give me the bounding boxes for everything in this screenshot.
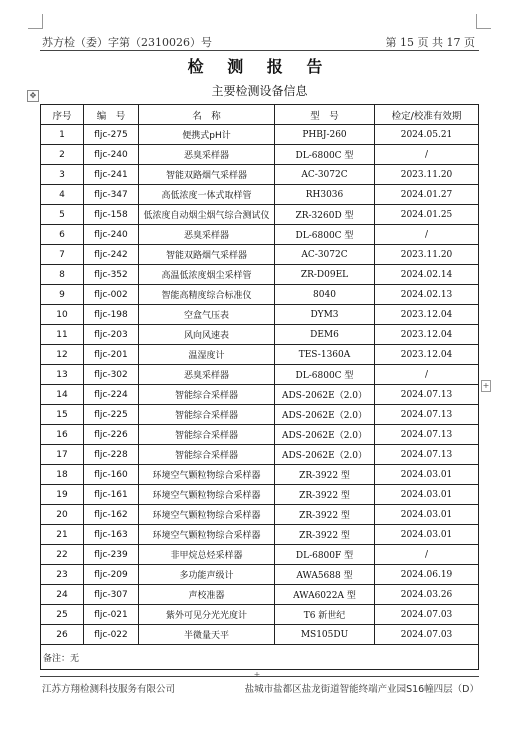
cell-validity: / bbox=[375, 545, 479, 565]
cell-code: fljc-163 bbox=[84, 525, 139, 545]
cell-index: 23 bbox=[41, 565, 84, 585]
col-header-code: 编 号 bbox=[84, 105, 139, 125]
table-row bbox=[41, 505, 479, 525]
table-row bbox=[41, 205, 479, 225]
footer-divider bbox=[40, 676, 479, 677]
footer-plus-icon: + bbox=[253, 670, 261, 679]
cell-code: fljc-160 bbox=[84, 465, 139, 485]
footer-company: 江苏方翔检测科技服务有限公司 bbox=[42, 684, 176, 695]
cell-index: 17 bbox=[41, 445, 84, 465]
cell-code: fljc-224 bbox=[84, 385, 139, 405]
cell-code: fljc-161 bbox=[84, 485, 139, 505]
cell-validity: 2023.11.20 bbox=[375, 165, 479, 185]
cell-model: DL-6800C 型 bbox=[275, 145, 375, 165]
table-row bbox=[41, 465, 479, 485]
cell-name: 紫外可见分光光度计 bbox=[139, 605, 275, 625]
cell-code: fljc-302 bbox=[84, 365, 139, 385]
cell-index: 19 bbox=[41, 485, 84, 505]
cell-model: ADS-2062E（2.0） bbox=[275, 445, 375, 465]
cell-model: AC-3072C bbox=[275, 165, 375, 185]
table-row bbox=[41, 165, 479, 185]
crop-mark-top-left bbox=[28, 14, 43, 29]
cell-validity: 2024.07.03 bbox=[375, 625, 479, 645]
cell-code: fljc-307 bbox=[84, 585, 139, 605]
cell-validity: 2023.12.04 bbox=[375, 305, 479, 325]
cell-index: 16 bbox=[41, 425, 84, 445]
cell-index: 6 bbox=[41, 225, 84, 245]
cell-name: 便携式pH计 bbox=[139, 125, 275, 145]
cell-model: ZR-3260D 型 bbox=[275, 205, 375, 225]
table-row bbox=[41, 605, 479, 625]
cell-code: fljc-226 bbox=[84, 425, 139, 445]
table-row bbox=[41, 445, 479, 465]
table-row bbox=[41, 125, 479, 145]
cell-code: fljc-240 bbox=[84, 225, 139, 245]
note-row bbox=[41, 645, 479, 670]
cell-name: 恶臭采样器 bbox=[139, 145, 275, 165]
cell-name: 多功能声级计 bbox=[139, 565, 275, 585]
cell-name: 智能综合采样器 bbox=[139, 445, 275, 465]
cell-name: 智能双路烟气采样器 bbox=[139, 245, 275, 265]
table-row bbox=[41, 285, 479, 305]
cell-name: 环境空气颗粒物综合采样器 bbox=[139, 465, 275, 485]
footer-address: 盐城市盐都区盐龙街道智能终端产业园S16幢四层（D） bbox=[244, 684, 479, 695]
cell-validity: 2024.07.13 bbox=[375, 385, 479, 405]
cell-code: fljc-228 bbox=[84, 445, 139, 465]
table-row bbox=[41, 245, 479, 265]
cell-validity: 2024.06.19 bbox=[375, 565, 479, 585]
cell-index: 12 bbox=[41, 345, 84, 365]
cell-validity: 2023.12.04 bbox=[375, 345, 479, 365]
cell-model: 8040 bbox=[275, 285, 375, 305]
table-row bbox=[41, 225, 479, 245]
col-header-index: 序号 bbox=[41, 105, 84, 125]
cell-validity: 2023.11.20 bbox=[375, 245, 479, 265]
cell-name: 高低浓度一体式取样管 bbox=[139, 185, 275, 205]
cell-code: fljc-022 bbox=[84, 625, 139, 645]
cell-validity: / bbox=[375, 365, 479, 385]
cell-index: 21 bbox=[41, 525, 84, 545]
cell-model: AC-3072C bbox=[275, 245, 375, 265]
cell-index: 14 bbox=[41, 385, 84, 405]
cell-validity: 2024.01.25 bbox=[375, 205, 479, 225]
crop-mark-top-right bbox=[476, 14, 491, 29]
cell-code: fljc-225 bbox=[84, 405, 139, 425]
cell-model: DL-6800C 型 bbox=[275, 365, 375, 385]
table-row bbox=[41, 145, 479, 165]
cell-index: 24 bbox=[41, 585, 84, 605]
cell-model: TES-1360A bbox=[275, 345, 375, 365]
cell-code: fljc-158 bbox=[84, 205, 139, 225]
cell-model: AWA6022A 型 bbox=[275, 585, 375, 605]
cell-code: fljc-021 bbox=[84, 605, 139, 625]
cell-model: DL-6800C 型 bbox=[275, 225, 375, 245]
cell-model: DYM3 bbox=[275, 305, 375, 325]
cell-validity: / bbox=[375, 225, 479, 245]
cell-validity: 2024.03.01 bbox=[375, 525, 479, 545]
report-title: 检 测 报 告 bbox=[187, 57, 332, 76]
cell-model: ZR-D09EL bbox=[275, 265, 375, 285]
cell-model: ZR-3922 型 bbox=[275, 505, 375, 525]
cell-model: AWA5688 型 bbox=[275, 565, 375, 585]
cell-code: fljc-242 bbox=[84, 245, 139, 265]
table-row bbox=[41, 345, 479, 365]
cell-model: PHBJ-260 bbox=[275, 125, 375, 145]
cell-model: ZR-3922 型 bbox=[275, 525, 375, 545]
cell-validity: 2024.07.13 bbox=[375, 445, 479, 465]
cell-index: 8 bbox=[41, 265, 84, 285]
cell-index: 11 bbox=[41, 325, 84, 345]
cell-index: 25 bbox=[41, 605, 84, 625]
table-row bbox=[41, 325, 479, 345]
equipment-table bbox=[40, 104, 479, 670]
cell-code: fljc-198 bbox=[84, 305, 139, 325]
cell-code: fljc-239 bbox=[84, 545, 139, 565]
cell-code: fljc-241 bbox=[84, 165, 139, 185]
cell-name: 风向风速表 bbox=[139, 325, 275, 345]
table-row bbox=[41, 265, 479, 285]
cell-validity: 2024.03.01 bbox=[375, 485, 479, 505]
cell-index: 7 bbox=[41, 245, 84, 265]
cell-code: fljc-240 bbox=[84, 145, 139, 165]
cell-model: ZR-3922 型 bbox=[275, 485, 375, 505]
cell-index: 18 bbox=[41, 465, 84, 485]
cell-model: DL-6800F 型 bbox=[275, 545, 375, 565]
cell-name: 智能双路烟气采样器 bbox=[139, 165, 275, 185]
cell-model: ADS-2062E（2.0） bbox=[275, 405, 375, 425]
table-row bbox=[41, 625, 479, 645]
cell-name: 智能高精度综合标准仪 bbox=[139, 285, 275, 305]
cell-index: 5 bbox=[41, 205, 84, 225]
table-row bbox=[41, 585, 479, 605]
cell-index: 1 bbox=[41, 125, 84, 145]
cell-model: ADS-2062E（2.0） bbox=[275, 425, 375, 445]
cell-validity: 2024.03.26 bbox=[375, 585, 479, 605]
header-divider bbox=[40, 50, 479, 51]
cell-model: ADS-2062E（2.0） bbox=[275, 385, 375, 405]
table-row bbox=[41, 485, 479, 505]
cell-code: fljc-347 bbox=[84, 185, 139, 205]
cell-index: 13 bbox=[41, 365, 84, 385]
col-header-name: 名 称 bbox=[139, 105, 275, 125]
table-row bbox=[41, 525, 479, 545]
page-info: 第 15 页 共 17 页 bbox=[385, 36, 475, 49]
cell-index: 9 bbox=[41, 285, 84, 305]
cell-validity: 2024.03.01 bbox=[375, 505, 479, 525]
table-row bbox=[41, 305, 479, 325]
cell-validity: 2024.02.13 bbox=[375, 285, 479, 305]
cell-index: 4 bbox=[41, 185, 84, 205]
cell-model: DEM6 bbox=[275, 325, 375, 345]
cell-validity: / bbox=[375, 145, 479, 165]
table-row bbox=[41, 425, 479, 445]
table-row bbox=[41, 405, 479, 425]
cell-name: 智能综合采样器 bbox=[139, 425, 275, 445]
cell-validity: 2024.07.13 bbox=[375, 405, 479, 425]
cell-code: fljc-002 bbox=[84, 285, 139, 305]
cell-validity: 2024.07.03 bbox=[375, 605, 479, 625]
cell-name: 高温低浓度烟尘采样管 bbox=[139, 265, 275, 285]
cell-index: 26 bbox=[41, 625, 84, 645]
cell-index: 3 bbox=[41, 165, 84, 185]
cell-code: fljc-275 bbox=[84, 125, 139, 145]
cell-name: 智能综合采样器 bbox=[139, 385, 275, 405]
cell-code: fljc-203 bbox=[84, 325, 139, 345]
table-resize-icon[interactable]: + bbox=[482, 381, 490, 390]
col-header-model: 型 号 bbox=[275, 105, 375, 125]
cell-code: fljc-201 bbox=[84, 345, 139, 365]
cell-name: 声校准器 bbox=[139, 585, 275, 605]
cell-validity: 2024.02.14 bbox=[375, 265, 479, 285]
table-body bbox=[41, 125, 479, 645]
cell-name: 环境空气颗粒物综合采样器 bbox=[139, 485, 275, 505]
cell-model: ZR-3922 型 bbox=[275, 465, 375, 485]
cell-validity: 2024.05.21 bbox=[375, 125, 479, 145]
cell-name: 恶臭采样器 bbox=[139, 365, 275, 385]
cell-name: 环境空气颗粒物综合采样器 bbox=[139, 525, 275, 545]
table-row bbox=[41, 385, 479, 405]
cell-name: 非甲烷总烃采样器 bbox=[139, 545, 275, 565]
cell-validity: 2023.12.04 bbox=[375, 325, 479, 345]
cell-name: 温湿度计 bbox=[139, 345, 275, 365]
cell-code: fljc-162 bbox=[84, 505, 139, 525]
cell-name: 环境空气颗粒物综合采样器 bbox=[139, 505, 275, 525]
cell-index: 10 bbox=[41, 305, 84, 325]
cell-code: fljc-209 bbox=[84, 565, 139, 585]
cell-model: T6 新世纪 bbox=[275, 605, 375, 625]
report-number: 苏方检（委）字第（2310026）号 bbox=[42, 36, 212, 49]
table-title: 主要检测设备信息 bbox=[211, 84, 308, 98]
cell-name: 空盒气压表 bbox=[139, 305, 275, 325]
cell-validity: 2024.01.27 bbox=[375, 185, 479, 205]
table-row bbox=[41, 545, 479, 565]
cell-model: MS105DU bbox=[275, 625, 375, 645]
table-row bbox=[41, 565, 479, 585]
cell-index: 15 bbox=[41, 405, 84, 425]
cell-index: 2 bbox=[41, 145, 84, 165]
col-header-validity: 检定/校准有效期 bbox=[375, 105, 479, 125]
cell-code: fljc-352 bbox=[84, 265, 139, 285]
table-header-row bbox=[41, 105, 479, 125]
cell-name: 低浓度自动烟尘烟气综合测试仪 bbox=[139, 205, 275, 225]
table-row bbox=[41, 365, 479, 385]
note-cell: 备注：无 bbox=[41, 645, 479, 670]
cell-validity: 2024.07.13 bbox=[375, 425, 479, 445]
cell-validity: 2024.03.01 bbox=[375, 465, 479, 485]
cell-name: 半微量天平 bbox=[139, 625, 275, 645]
cell-index: 22 bbox=[41, 545, 84, 565]
cell-model: RH3036 bbox=[275, 185, 375, 205]
cell-name: 智能综合采样器 bbox=[139, 405, 275, 425]
move-handle-icon[interactable]: ✥ bbox=[27, 90, 39, 102]
cell-name: 恶臭采样器 bbox=[139, 225, 275, 245]
cell-index: 20 bbox=[41, 505, 84, 525]
table-row bbox=[41, 185, 479, 205]
